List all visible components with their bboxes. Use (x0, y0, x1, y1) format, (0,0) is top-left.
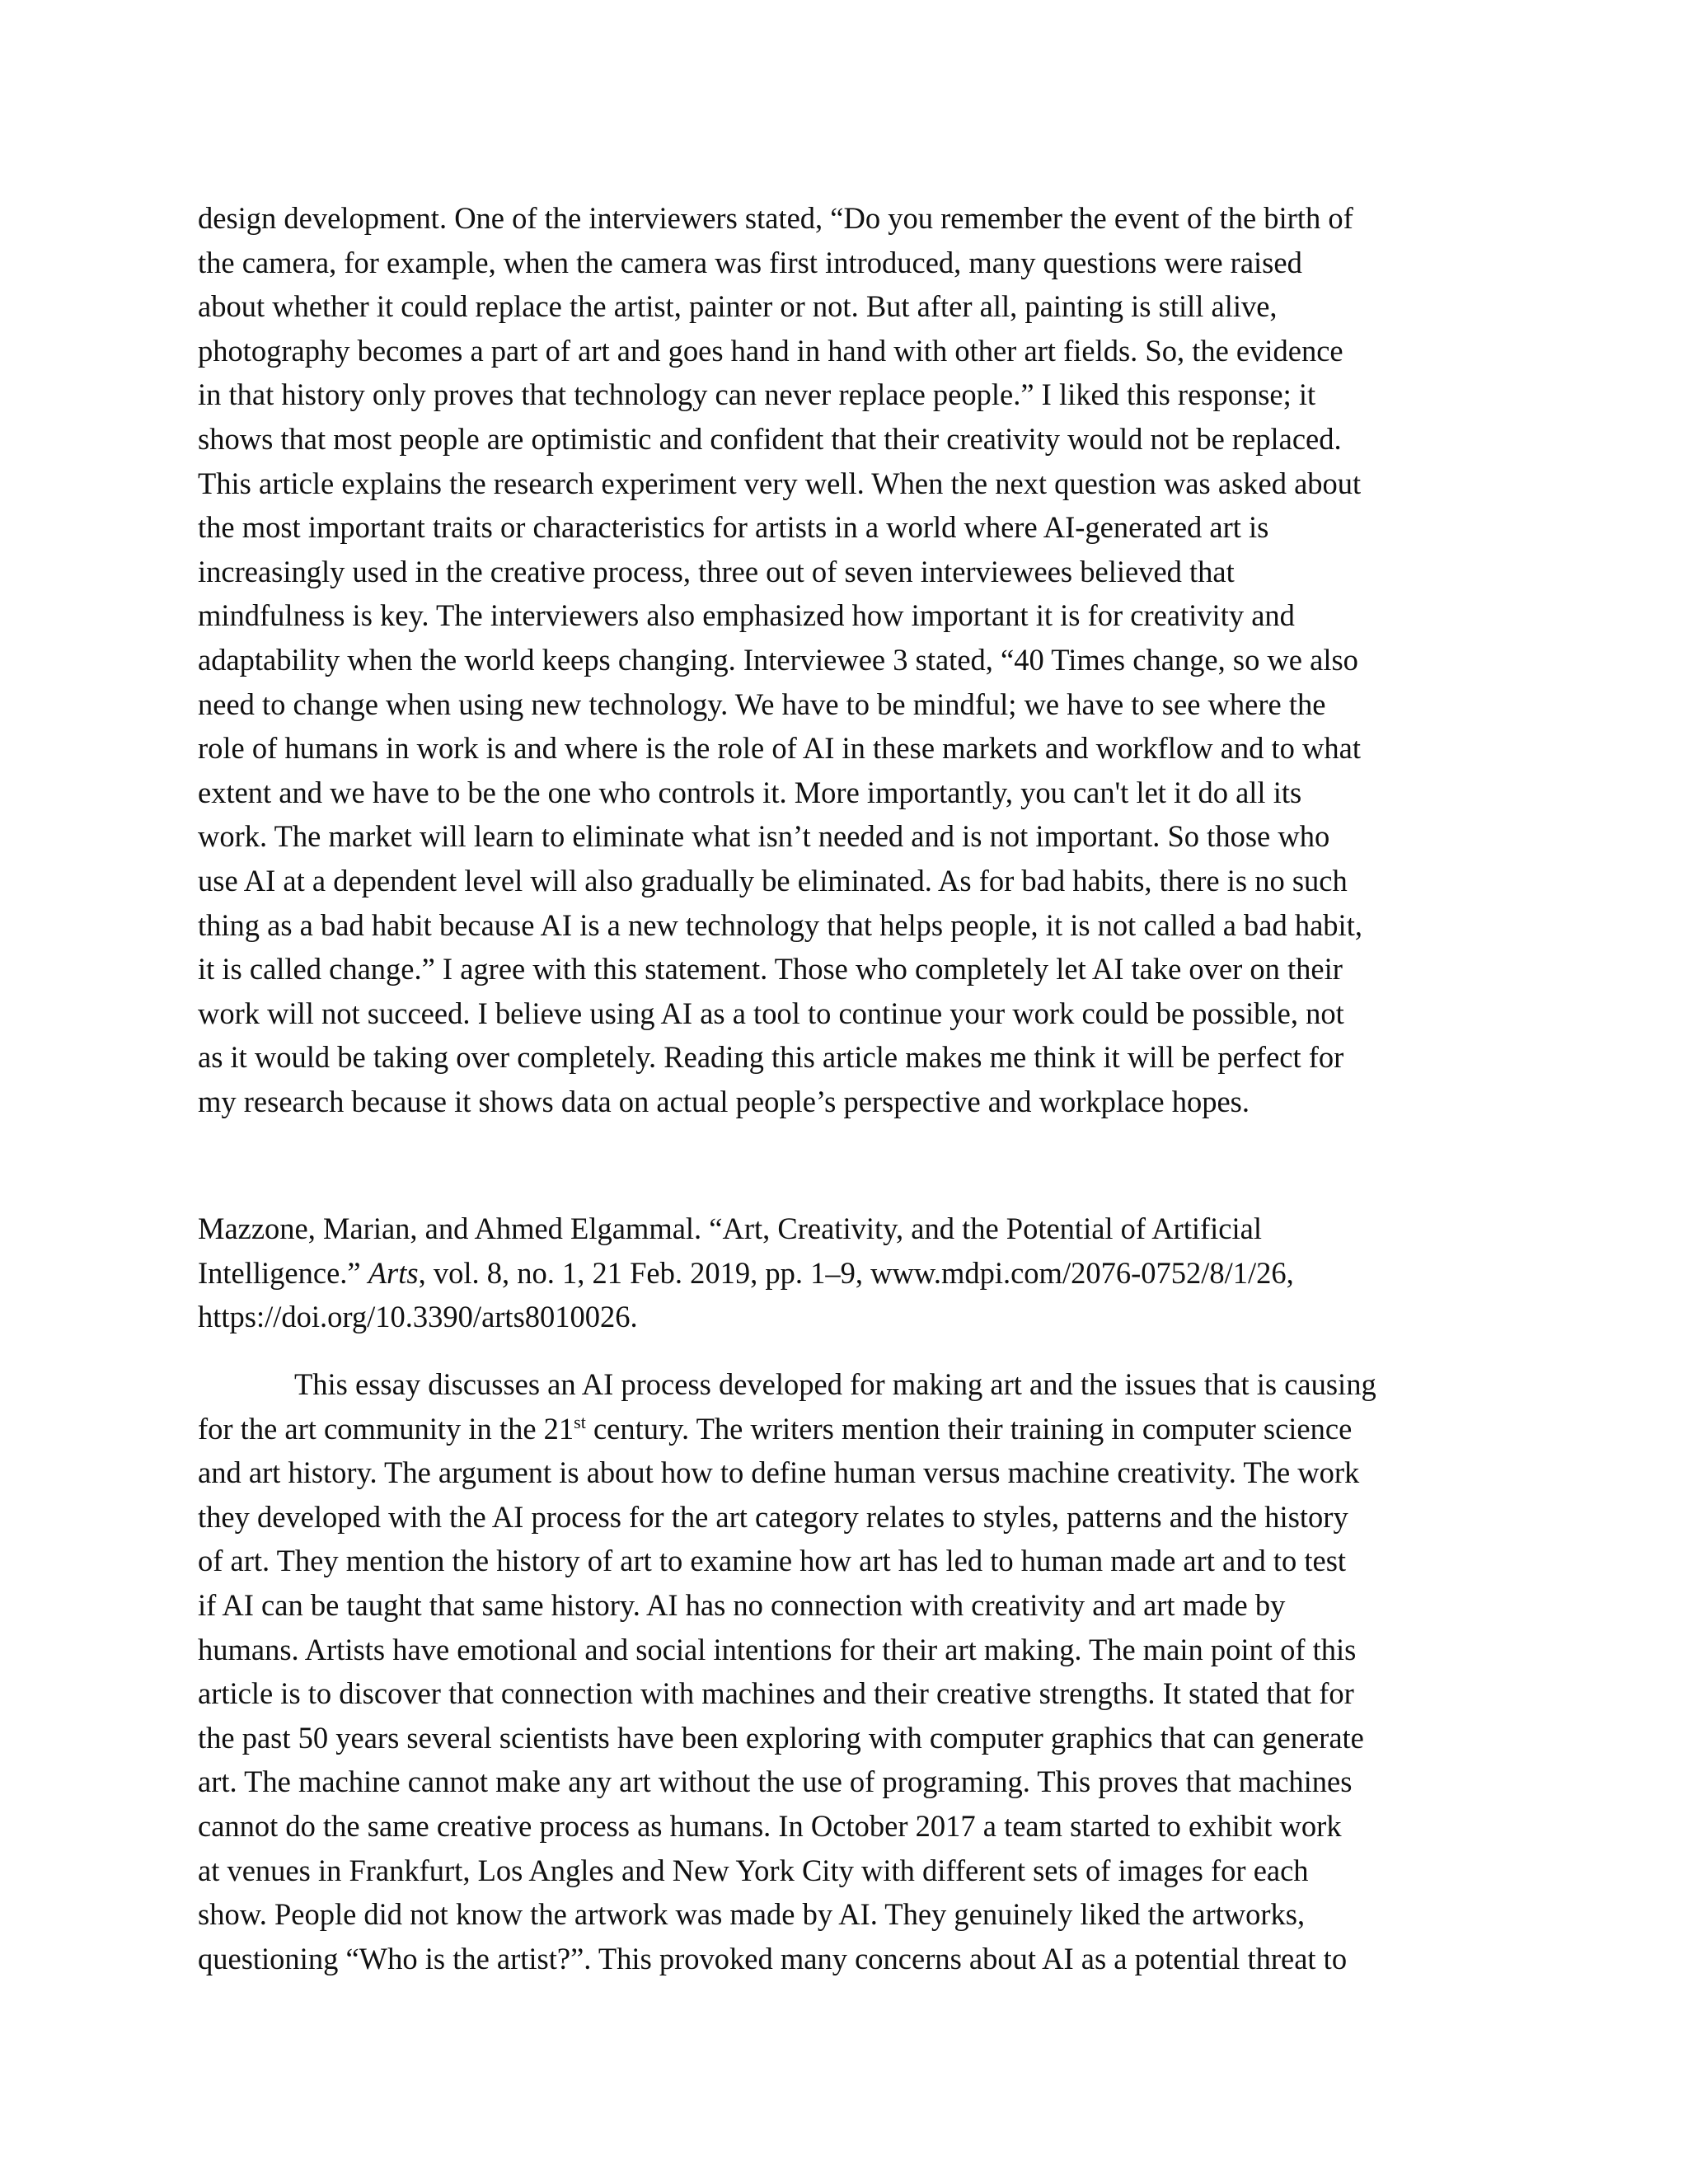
paragraph-line: humans. Artists have emotional and social intentions for their art making. The main point of this (198, 1632, 1357, 1666)
paragraph-line (198, 1362, 1493, 1407)
ordinal-superscript: st (574, 1411, 586, 1432)
paragraph-line: need to change when using new technology. We have to be mindful; we have to see where the (198, 687, 1326, 721)
paragraph-line: mindfulness is key. The interviewers also emphasized how important it is for creativity and (198, 598, 1295, 633)
paragraph-line: extent and we have to be the one who controls it. More importantly, you can't let it do all its (198, 775, 1302, 809)
body-paragraph-1 (198, 196, 1493, 1123)
paragraph-line: the camera, for example, when the camera was first introduced, many questions were raised (198, 245, 1302, 279)
paragraph-line: cannot do the same creative process as humans. In October 2017 a team started to exhibit work (198, 1808, 1342, 1843)
paragraph-2-remaining (198, 1451, 1493, 1980)
paragraph-line: show. People did not know the artwork was made by AI. They genuinely liked the artworks, (198, 1897, 1306, 1932)
paragraph-line: if AI can be taught that same history. AI has no connection with creativity and art made by (198, 1587, 1286, 1622)
paragraph-line: the past 50 years several scientists have been exploring with computer graphics that can generate (198, 1720, 1364, 1755)
paragraph-line: adaptability when the world keeps changing. Interviewee 3 stated, “40 Times change, so we also (198, 642, 1358, 677)
paragraph-line: it is called change.” I agree with this statement. Those who completely let AI take over on their (198, 952, 1343, 987)
paragraph-line-text: century. The writers mention their training in computer science (585, 1411, 1353, 1446)
paragraph-line (198, 1407, 1493, 1451)
citation-line (198, 1251, 1493, 1296)
paragraph-line: my research because it shows data on actual people’s perspective and workplace hopes. (198, 1084, 1250, 1118)
citation-line: https://doi.org/10.3390/arts8010026. (198, 1300, 638, 1334)
paragraph-line: questioning “Who is the artist?”. This provoked many concerns about AI as a potential threat to (198, 1941, 1348, 1975)
body-paragraph-2 (198, 1362, 1493, 1980)
paragraph-line: about whether it could replace the artist, painter or not. But after all, painting is still alive, (198, 289, 1278, 324)
paragraph-line-text: This essay discusses an AI process developed for making art and the issues that is causing (294, 1367, 1376, 1401)
paragraph-line: at venues in Frankfurt, Los Angles and New York City with different sets of images for each (198, 1853, 1309, 1887)
paragraph-line-text: for the art community in the 21 (198, 1411, 574, 1446)
paragraph-line: as it would be taking over completely. Reading this article makes me think it will be perfect for (198, 1040, 1344, 1075)
paragraph-line: increasingly used in the creative process, three out of seven interviewees believed that (198, 554, 1235, 588)
paragraph-line: This article explains the research experiment very well. When the next question was asked about (198, 466, 1362, 500)
paragraph-line: work. The market will learn to eliminate what isn’t needed and is not important. So those who (198, 819, 1330, 854)
paragraph-2-text (198, 1362, 1493, 1980)
paragraph-line: shows that most people are optimistic and confident that their creativity would not be replaced. (198, 421, 1342, 456)
paragraph-line: design development. One of the interviewers stated, “Do you remember the event of the birth of (198, 201, 1353, 235)
paragraph-line: article is to discover that connection with machines and their creative strengths. It stated that for (198, 1676, 1354, 1711)
paragraph-line: and art history. The argument is about how to define human versus machine creativity. The work (198, 1455, 1360, 1490)
paragraph-line: in that history only proves that technology can never replace people.” I liked this response; it (198, 377, 1316, 412)
paragraph-line: thing as a bad habit because AI is a new technology that helps people, it is not called a bad habit, (198, 907, 1362, 942)
citation-line: Mazzone, Marian, and Ahmed Elgammal. “Art, Creativity, and the Potential of Artificial (198, 1212, 1262, 1245)
paragraph-line: role of humans in work is and where is the role of AI in these markets and workflow and to what (198, 731, 1361, 766)
journal-title: Arts (368, 1255, 419, 1290)
works-cited-entry (198, 1207, 1493, 1339)
paragraph-line: of art. They mention the history of art to examine how art has led to human made art and to test (198, 1544, 1347, 1578)
paragraph-line: use AI at a dependent level will also gradually be eliminated. As for bad habits, there is no such (198, 863, 1348, 898)
paragraph-line: photography becomes a part of art and goes hand in hand with other art fields. So, the evidence (198, 333, 1343, 368)
citation-text: Intelligence.” (198, 1255, 368, 1290)
paragraph-line: art. The machine cannot make any art without the use of programing. This proves that machines (198, 1765, 1353, 1799)
citation-text: , vol. 8, no. 1, 21 Feb. 2019, pp. 1–9, www.mdpi.com/2076-0752/8/1/26, (418, 1255, 1294, 1290)
paragraph-line: work will not succeed. I believe using AI as a tool to continue your work could be possible, not (198, 996, 1344, 1030)
paragraph-line: they developed with the AI process for the art category relates to styles, patterns and the history (198, 1499, 1348, 1534)
paragraph-1-text (198, 196, 1493, 1123)
paragraph-line: the most important traits or characteristics for artists in a world where AI-generated art is (198, 510, 1269, 545)
